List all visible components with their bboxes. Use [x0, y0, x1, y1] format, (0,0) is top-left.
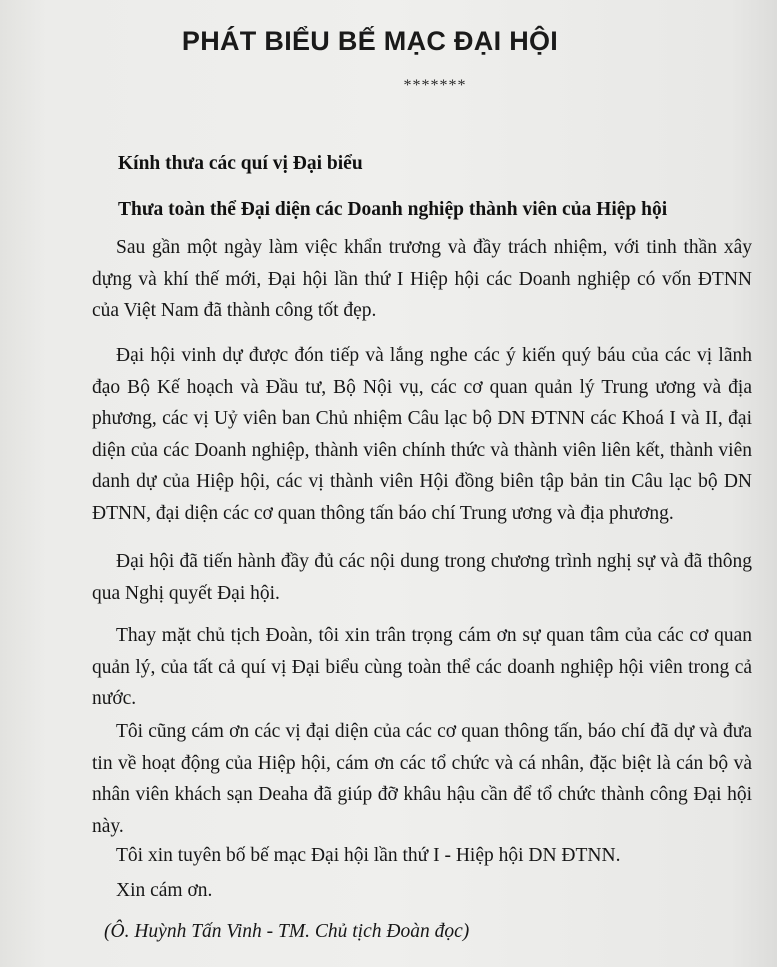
document-title: PHÁT BIỂU BẾ MẠC ĐẠI HỘI	[181, 26, 559, 56]
paragraph-4: Thay mặt chủ tịch Đoàn, tôi xin trân trọng cám ơn sự quan tâm của các cơ quan quản lý, của tất cả quí vị Đại biểu cùng toàn thể các doanh nghiệp hội viên trong cả nước.	[92, 625, 752, 709]
title-separator: *******	[403, 77, 467, 94]
paragraph-5: Tôi cũng cám ơn các vị đại diện của các cơ quan thông tấn, báo chí đã dự và đưa tin về hoạt động của Hiệp hội, cám ơn các tổ chức và cá nhân, đặc biệt là cán bộ và nhân viên khách sạn Deaha đã giúp đỡ khâu hậu cần để tổ chức thành công Đại hội này.	[92, 721, 752, 837]
signature-line: (Ô. Huỳnh Tấn Vinh - TM. Chủ tịch Đoàn đọc)	[104, 921, 470, 942]
closing-statement: Tôi xin tuyên bố bế mạc Đại hội lần thứ I - Hiệp hội DN ĐTNN.	[116, 845, 621, 866]
paragraph-2: Đại hội vinh dự được đón tiếp và lắng nghe các ý kiến quý báu của các vị lãnh đạo Bộ Kế hoạch và Đầu tư, Bộ Nội vụ, các cơ quan quản lý Trung ương và địa phương, các vị Uỷ viên ban Chủ nhiệm Câu lạc bộ DN ĐTNN các Khoá I và II, đại diện của các Doanh nghiệp, thành viên chính thức và thành viên liên kết, thành viên danh dự của Hiệp hội, các vị thành viên Hội đồng biên tập bản tin Câu lạc bộ DN ĐTNN, đại diện các cơ quan thông tấn báo chí Trung ương và địa phương.	[92, 345, 752, 524]
paragraph-3: Đại hội đã tiến hành đầy đủ các nội dung trong chương trình nghị sự và đã thông qua Nghị quyết Đại hội.	[92, 551, 752, 604]
greeting-line-2: Thưa toàn thể Đại diện các Doanh nghiệp thành viên của Hiệp hội	[118, 199, 668, 220]
greeting-line-1: Kính thưa các quí vị Đại biểu	[118, 153, 363, 174]
paragraph-1: Sau gần một ngày làm việc khẩn trương và đầy trách nhiệm, với tinh thần xây dựng và khí thế mới, Đại hội lần thứ I Hiệp hội các Doanh nghiệp có vốn ĐTNN của Việt Nam đã thành công tốt đẹp.	[92, 237, 752, 321]
thanks-line: Xin cám ơn.	[116, 880, 213, 901]
